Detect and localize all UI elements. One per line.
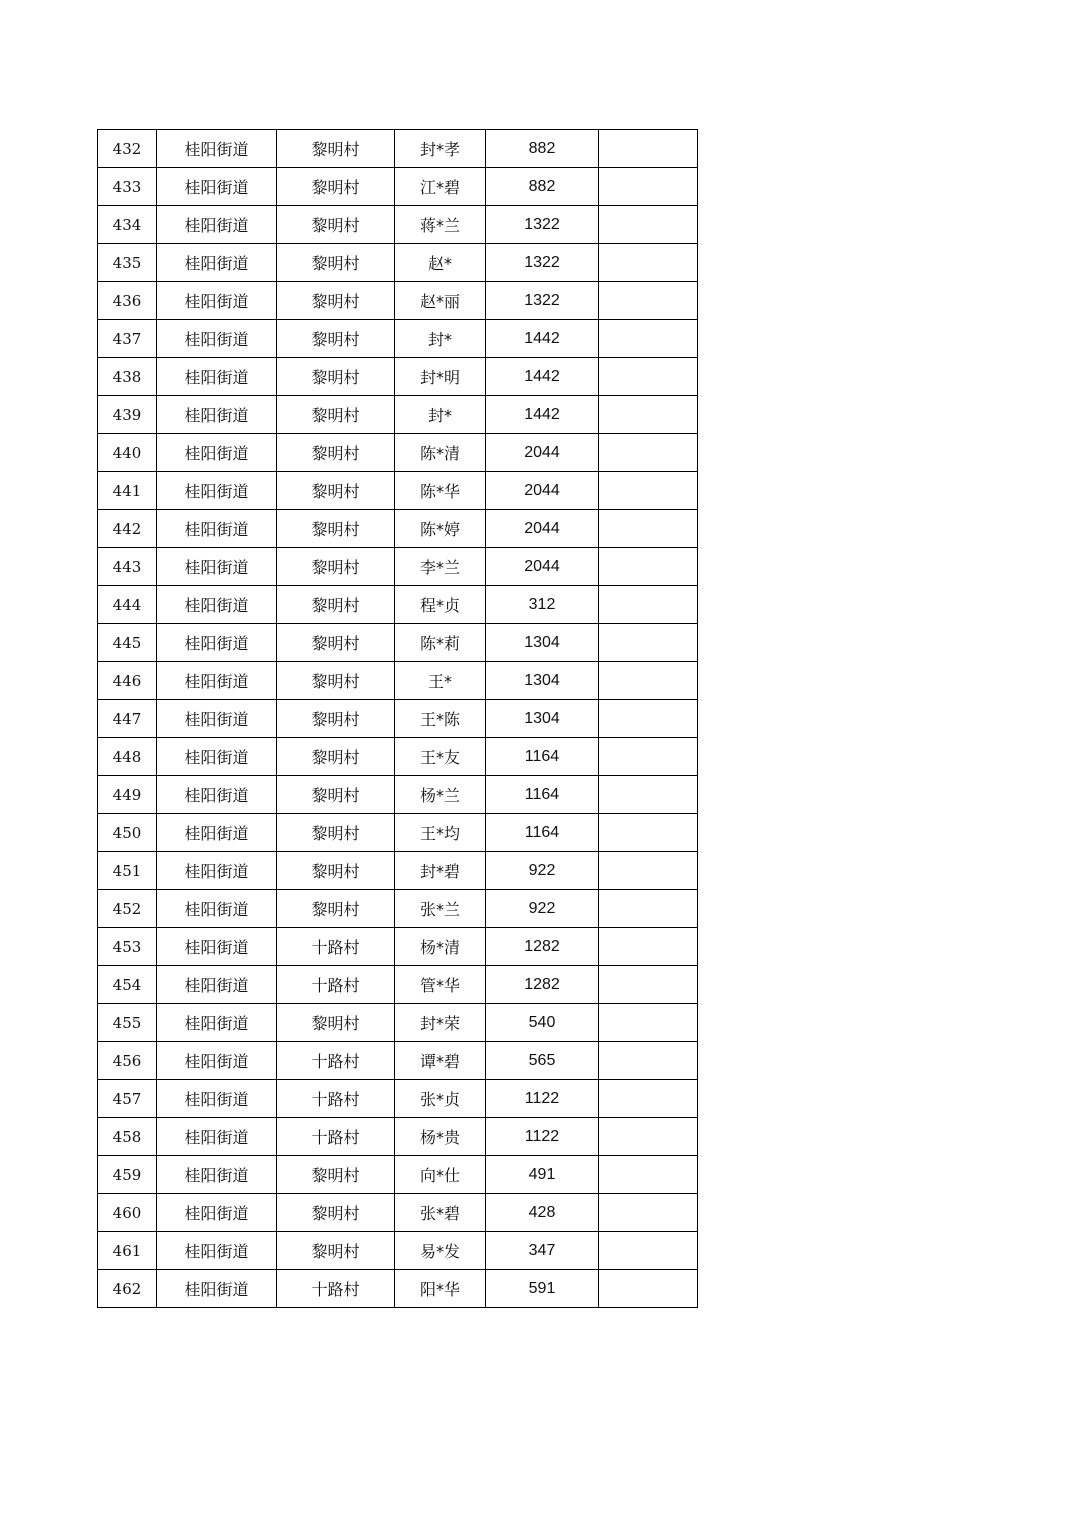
village-cell: 十路村	[277, 966, 395, 1004]
village-cell: 黎明村	[277, 510, 395, 548]
person-name-cell: 封*碧	[395, 852, 486, 890]
village-cell: 十路村	[277, 1118, 395, 1156]
person-name-cell: 管*华	[395, 966, 486, 1004]
street-cell: 桂阳街道	[157, 282, 277, 320]
row-number-cell: 433	[98, 168, 157, 206]
village-cell: 黎明村	[277, 1004, 395, 1042]
row-number-cell: 459	[98, 1156, 157, 1194]
table-row	[98, 966, 698, 1004]
person-name-cell: 陈*莉	[395, 624, 486, 662]
row-number-cell: 444	[98, 586, 157, 624]
street-cell: 桂阳街道	[157, 1004, 277, 1042]
amount-cell: 1164	[486, 738, 599, 776]
note-cell	[599, 1194, 698, 1232]
amount-cell: 1442	[486, 358, 599, 396]
village-cell: 黎明村	[277, 320, 395, 358]
amount-cell: 1304	[486, 700, 599, 738]
row-number-cell: 445	[98, 624, 157, 662]
table-row	[98, 472, 698, 510]
note-cell	[599, 472, 698, 510]
note-cell	[599, 168, 698, 206]
village-cell: 黎明村	[277, 434, 395, 472]
note-cell	[599, 206, 698, 244]
village-cell: 黎明村	[277, 548, 395, 586]
note-cell	[599, 890, 698, 928]
village-cell: 黎明村	[277, 624, 395, 662]
amount-cell: 428	[486, 1194, 599, 1232]
row-number-cell: 435	[98, 244, 157, 282]
table-row	[98, 244, 698, 282]
table-row	[98, 890, 698, 928]
person-name-cell: 程*贞	[395, 586, 486, 624]
row-number-cell: 442	[98, 510, 157, 548]
amount-cell: 922	[486, 890, 599, 928]
person-name-cell: 江*碧	[395, 168, 486, 206]
row-number-cell: 434	[98, 206, 157, 244]
village-cell: 黎明村	[277, 396, 395, 434]
note-cell	[599, 1042, 698, 1080]
note-cell	[599, 586, 698, 624]
row-number-cell: 456	[98, 1042, 157, 1080]
street-cell: 桂阳街道	[157, 244, 277, 282]
row-number-cell: 439	[98, 396, 157, 434]
village-cell: 黎明村	[277, 206, 395, 244]
amount-cell: 1122	[486, 1080, 599, 1118]
table-row	[98, 510, 698, 548]
village-cell: 黎明村	[277, 738, 395, 776]
person-name-cell: 封*孝	[395, 130, 486, 168]
street-cell: 桂阳街道	[157, 586, 277, 624]
note-cell	[599, 396, 698, 434]
table-row	[98, 548, 698, 586]
amount-cell: 1282	[486, 966, 599, 1004]
amount-cell: 491	[486, 1156, 599, 1194]
note-cell	[599, 776, 698, 814]
person-name-cell: 杨*贵	[395, 1118, 486, 1156]
row-number-cell: 462	[98, 1270, 157, 1308]
person-name-cell: 王*均	[395, 814, 486, 852]
row-number-cell: 457	[98, 1080, 157, 1118]
amount-cell: 1442	[486, 320, 599, 358]
table-row	[98, 358, 698, 396]
note-cell	[599, 510, 698, 548]
note-cell	[599, 130, 698, 168]
row-number-cell: 458	[98, 1118, 157, 1156]
note-cell	[599, 928, 698, 966]
note-cell	[599, 662, 698, 700]
row-number-cell: 438	[98, 358, 157, 396]
row-number-cell: 454	[98, 966, 157, 1004]
street-cell: 桂阳街道	[157, 1194, 277, 1232]
table-row	[98, 586, 698, 624]
amount-cell: 882	[486, 130, 599, 168]
note-cell	[599, 548, 698, 586]
table-row	[98, 1080, 698, 1118]
amount-cell: 1442	[486, 396, 599, 434]
person-name-cell: 封*	[395, 320, 486, 358]
table-row	[98, 624, 698, 662]
note-cell	[599, 966, 698, 1004]
amount-cell: 882	[486, 168, 599, 206]
street-cell: 桂阳街道	[157, 814, 277, 852]
amount-cell: 2044	[486, 510, 599, 548]
village-cell: 黎明村	[277, 1156, 395, 1194]
amount-cell: 1164	[486, 814, 599, 852]
village-cell: 黎明村	[277, 662, 395, 700]
village-cell: 十路村	[277, 1080, 395, 1118]
note-cell	[599, 738, 698, 776]
street-cell: 桂阳街道	[157, 206, 277, 244]
amount-cell: 1282	[486, 928, 599, 966]
note-cell	[599, 700, 698, 738]
row-number-cell: 461	[98, 1232, 157, 1270]
table-row	[98, 168, 698, 206]
village-cell: 黎明村	[277, 814, 395, 852]
village-cell: 黎明村	[277, 168, 395, 206]
village-cell: 黎明村	[277, 130, 395, 168]
village-cell: 黎明村	[277, 472, 395, 510]
person-name-cell: 杨*兰	[395, 776, 486, 814]
amount-cell: 1322	[486, 282, 599, 320]
person-name-cell: 向*仕	[395, 1156, 486, 1194]
row-number-cell: 447	[98, 700, 157, 738]
amount-cell: 591	[486, 1270, 599, 1308]
amount-cell: 347	[486, 1232, 599, 1270]
person-name-cell: 张*贞	[395, 1080, 486, 1118]
row-number-cell: 451	[98, 852, 157, 890]
street-cell: 桂阳街道	[157, 510, 277, 548]
row-number-cell: 449	[98, 776, 157, 814]
person-name-cell: 赵*丽	[395, 282, 486, 320]
street-cell: 桂阳街道	[157, 852, 277, 890]
person-name-cell: 王*友	[395, 738, 486, 776]
table-row	[98, 852, 698, 890]
table-row	[98, 1004, 698, 1042]
village-cell: 十路村	[277, 928, 395, 966]
note-cell	[599, 1004, 698, 1042]
amount-cell: 1304	[486, 662, 599, 700]
street-cell: 桂阳街道	[157, 1042, 277, 1080]
amount-cell: 1322	[486, 244, 599, 282]
street-cell: 桂阳街道	[157, 624, 277, 662]
street-cell: 桂阳街道	[157, 1118, 277, 1156]
street-cell: 桂阳街道	[157, 890, 277, 928]
village-cell: 黎明村	[277, 358, 395, 396]
note-cell	[599, 814, 698, 852]
table-row	[98, 700, 698, 738]
person-name-cell: 阳*华	[395, 1270, 486, 1308]
village-cell: 黎明村	[277, 586, 395, 624]
village-cell: 黎明村	[277, 890, 395, 928]
person-name-cell: 杨*清	[395, 928, 486, 966]
table-row	[98, 662, 698, 700]
note-cell	[599, 1232, 698, 1270]
amount-cell: 312	[486, 586, 599, 624]
street-cell: 桂阳街道	[157, 738, 277, 776]
amount-cell: 540	[486, 1004, 599, 1042]
street-cell: 桂阳街道	[157, 548, 277, 586]
street-cell: 桂阳街道	[157, 966, 277, 1004]
row-number-cell: 452	[98, 890, 157, 928]
person-name-cell: 赵*	[395, 244, 486, 282]
street-cell: 桂阳街道	[157, 130, 277, 168]
street-cell: 桂阳街道	[157, 776, 277, 814]
person-name-cell: 张*兰	[395, 890, 486, 928]
table-row	[98, 1118, 698, 1156]
table-row	[98, 1194, 698, 1232]
row-number-cell: 437	[98, 320, 157, 358]
street-cell: 桂阳街道	[157, 396, 277, 434]
row-number-cell: 443	[98, 548, 157, 586]
village-cell: 黎明村	[277, 1194, 395, 1232]
person-name-cell: 陈*清	[395, 434, 486, 472]
person-name-cell: 谭*碧	[395, 1042, 486, 1080]
table-row	[98, 776, 698, 814]
village-cell: 十路村	[277, 1270, 395, 1308]
amount-cell: 922	[486, 852, 599, 890]
street-cell: 桂阳街道	[157, 358, 277, 396]
person-name-cell: 蒋*兰	[395, 206, 486, 244]
amount-cell: 565	[486, 1042, 599, 1080]
table-row	[98, 130, 698, 168]
note-cell	[599, 1118, 698, 1156]
table-row	[98, 282, 698, 320]
village-cell: 黎明村	[277, 700, 395, 738]
table-row	[98, 396, 698, 434]
table-row	[98, 434, 698, 472]
amount-cell: 1164	[486, 776, 599, 814]
street-cell: 桂阳街道	[157, 320, 277, 358]
person-name-cell: 陈*婷	[395, 510, 486, 548]
person-name-cell: 王*	[395, 662, 486, 700]
amount-cell: 2044	[486, 548, 599, 586]
village-cell: 黎明村	[277, 852, 395, 890]
person-name-cell: 封*明	[395, 358, 486, 396]
data-table	[97, 129, 698, 1308]
person-name-cell: 陈*华	[395, 472, 486, 510]
table-row	[98, 738, 698, 776]
street-cell: 桂阳街道	[157, 700, 277, 738]
table-body	[98, 130, 698, 1308]
person-name-cell: 封*	[395, 396, 486, 434]
village-cell: 黎明村	[277, 776, 395, 814]
row-number-cell: 453	[98, 928, 157, 966]
row-number-cell: 446	[98, 662, 157, 700]
table-row	[98, 206, 698, 244]
table-row	[98, 928, 698, 966]
street-cell: 桂阳街道	[157, 434, 277, 472]
note-cell	[599, 320, 698, 358]
person-name-cell: 李*兰	[395, 548, 486, 586]
street-cell: 桂阳街道	[157, 472, 277, 510]
street-cell: 桂阳街道	[157, 1080, 277, 1118]
street-cell: 桂阳街道	[157, 1270, 277, 1308]
village-cell: 十路村	[277, 1042, 395, 1080]
note-cell	[599, 358, 698, 396]
village-cell: 黎明村	[277, 1232, 395, 1270]
note-cell	[599, 1270, 698, 1308]
amount-cell: 2044	[486, 472, 599, 510]
note-cell	[599, 1156, 698, 1194]
street-cell: 桂阳街道	[157, 928, 277, 966]
note-cell	[599, 624, 698, 662]
note-cell	[599, 282, 698, 320]
row-number-cell: 450	[98, 814, 157, 852]
table-row	[98, 1232, 698, 1270]
table-row	[98, 814, 698, 852]
row-number-cell: 455	[98, 1004, 157, 1042]
row-number-cell: 441	[98, 472, 157, 510]
row-number-cell: 440	[98, 434, 157, 472]
street-cell: 桂阳街道	[157, 1232, 277, 1270]
table-row	[98, 1042, 698, 1080]
note-cell	[599, 1080, 698, 1118]
note-cell	[599, 852, 698, 890]
street-cell: 桂阳街道	[157, 1156, 277, 1194]
person-name-cell: 封*荣	[395, 1004, 486, 1042]
street-cell: 桂阳街道	[157, 168, 277, 206]
person-name-cell: 张*碧	[395, 1194, 486, 1232]
amount-cell: 2044	[486, 434, 599, 472]
row-number-cell: 432	[98, 130, 157, 168]
note-cell	[599, 434, 698, 472]
table-row	[98, 320, 698, 358]
amount-cell: 1122	[486, 1118, 599, 1156]
table-row	[98, 1270, 698, 1308]
street-cell: 桂阳街道	[157, 662, 277, 700]
note-cell	[599, 244, 698, 282]
row-number-cell: 448	[98, 738, 157, 776]
amount-cell: 1304	[486, 624, 599, 662]
village-cell: 黎明村	[277, 244, 395, 282]
table-row	[98, 1156, 698, 1194]
amount-cell: 1322	[486, 206, 599, 244]
row-number-cell: 460	[98, 1194, 157, 1232]
row-number-cell: 436	[98, 282, 157, 320]
person-name-cell: 易*发	[395, 1232, 486, 1270]
person-name-cell: 王*陈	[395, 700, 486, 738]
village-cell: 黎明村	[277, 282, 395, 320]
